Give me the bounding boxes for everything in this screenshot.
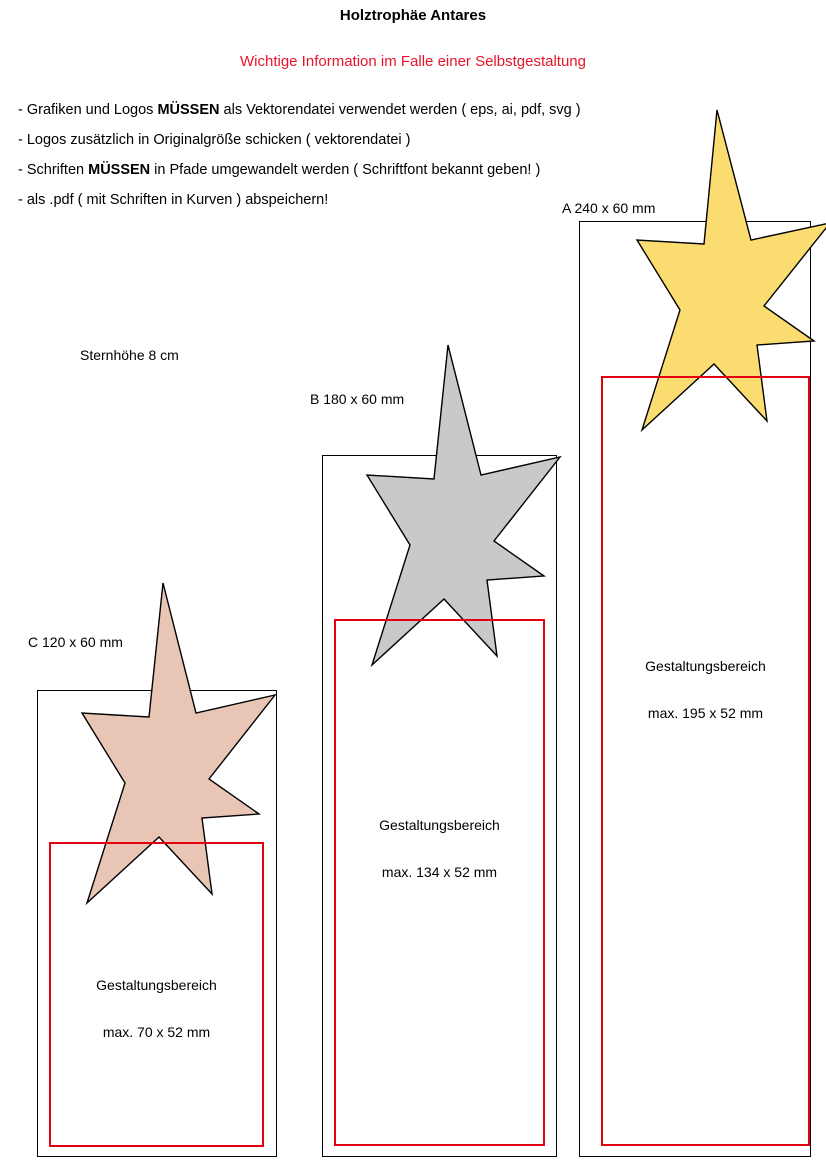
design-area-c-size: max. 70 x 52 mm	[102, 1024, 211, 1040]
variant-b-label: B 180 x 60 mm	[310, 391, 405, 407]
design-area-b-title: Gestaltungsbereich	[379, 817, 500, 833]
bullet-text-bold: MÜSSEN	[88, 162, 151, 178]
page-title: Holztrophäe Antares	[339, 7, 487, 24]
bullet-text-pre: - Logos zusätzlich in Originalgröße schicken ( vektorendatei )	[18, 132, 411, 148]
bullet-text-pre: - als .pdf ( mit Schriften in Kurven ) abspeichern!	[18, 192, 329, 208]
list-item	[18, 95, 718, 125]
design-area-a-size: max. 195 x 52 mm	[647, 705, 764, 721]
design-area-c-title: Gestaltungsbereich	[96, 977, 217, 993]
bullet-text-pre: - Grafiken und Logos	[18, 102, 158, 118]
star-height-note: Sternhöhe 8 cm	[80, 347, 179, 363]
bullet-text-post: als Vektorendatei verwendet werden ( eps, ai, pdf, svg )	[219, 102, 581, 118]
design-area-b	[334, 619, 545, 1146]
bullet-text-post: in Pfade umgewandelt werden ( Schriftfont bekannt geben! )	[150, 162, 541, 178]
page-subtitle: Wichtige Information im Falle einer Selbstgestaltung	[240, 53, 586, 70]
design-area-a-title: Gestaltungsbereich	[645, 658, 766, 674]
variant-c-label: C 120 x 60 mm	[28, 634, 123, 650]
design-area-a	[601, 376, 810, 1146]
design-area-c	[49, 842, 264, 1147]
bullet-text-bold: MÜSSEN	[157, 102, 220, 118]
bullet-text-pre: - Schriften	[18, 162, 89, 178]
list-item	[18, 125, 718, 155]
list-item	[18, 155, 718, 185]
variant-a-label: A 240 x 60 mm	[562, 200, 656, 216]
info-bullet-list	[18, 95, 718, 215]
design-area-b-size: max. 134 x 52 mm	[381, 864, 498, 880]
